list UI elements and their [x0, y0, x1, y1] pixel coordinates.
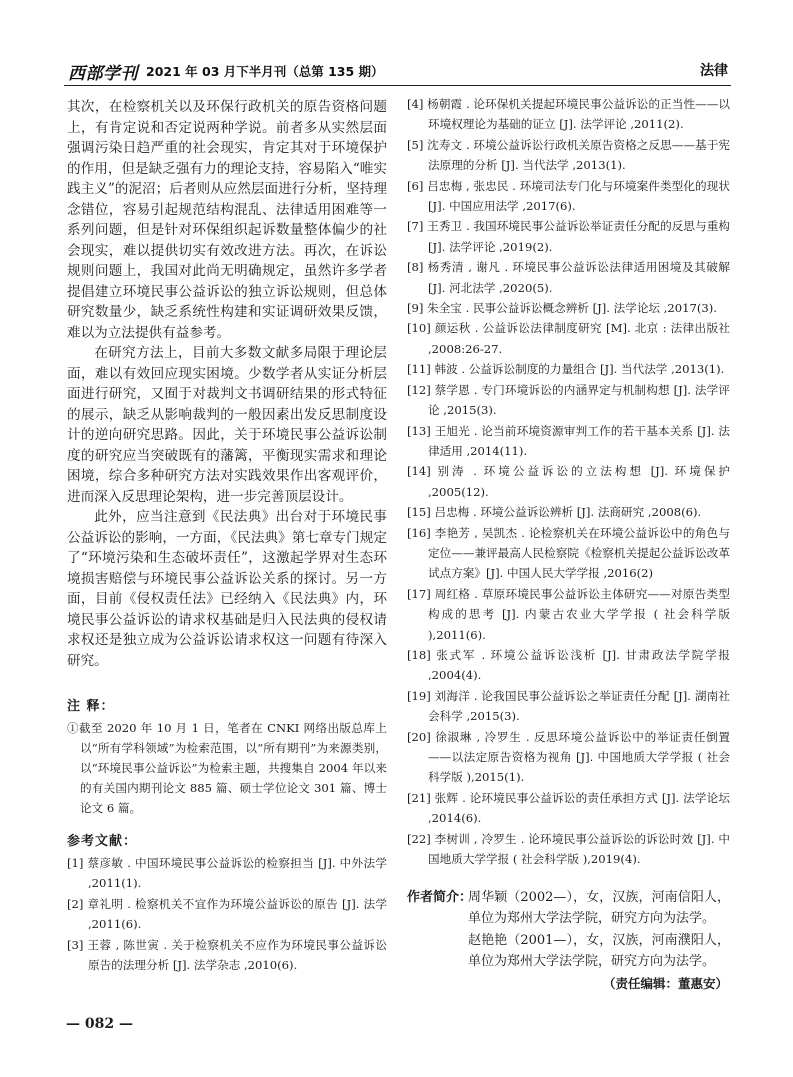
reference-item: [5] 沈寿文 . 环境公益诉讼行政机关原告资格之反思——基于宪法原理的分析 [J]. 当代法学 ,2013(1). — [407, 137, 730, 173]
reference-item: [18] 张式军 . 环境公益诉讼浅析 [J]. 甘肃政法学院学报 ,2004(4). — [407, 647, 730, 683]
section-label: 法律 — [700, 63, 728, 79]
right-column — [407, 94, 730, 992]
author-entry — [407, 887, 730, 929]
running-header — [66, 59, 730, 83]
reference-item: [16] 李艳芳 , 吴凯杰 . 论检察机关在环境公益诉讼中的角色与定位——兼评最高人民检察院《检察机关提起公益诉讼改革试点方案》[J]. 中国人民大学学报 ,2016(2) — [407, 525, 730, 581]
reference-item: [14] 别涛 . 环境公益诉讼的立法构想 [J]. 环境保护 ,2005(12). — [407, 464, 730, 499]
reference-item: [2] 章礼明 . 检察机关不宜作为环境公益诉讼的原告 [J]. 法学 ,2011(6). — [67, 896, 387, 932]
reference-item: [8] 杨秀清 , 谢凡 . 环境民事公益诉讼法律适用困境及其破解 [J]. 河北法学 ,2020(5). — [407, 260, 730, 295]
reference-item: [19] 刘海洋 . 论我国民事公益诉讼之举证责任分配 [J]. 湖南社会科学 ,2015(3). — [407, 688, 730, 724]
journal-logo: 西部学刊 — [68, 64, 138, 84]
left-column — [67, 97, 387, 975]
responsible-editor: （责任编辑：董惠安） — [602, 976, 728, 992]
author-entry-text: 赵艳艳（2001—），女，汉族，河南濮阳人，单位为郑州大学法学院，研究方向为法学。 — [468, 933, 730, 970]
body-paragraph: 在研究方法上，目前大多数文献多局限于理论层面，难以有效回应现实困境。少数学者从实证分析层面进行研究，又囿于对裁判文书调研结果的形式特征的展示，缺乏从影响裁判的一般因素出发反思制度设计的逆向研究思路。因此，关于环境民事公益诉讼制度的研究应当突破既有的藩篱，平衡现实需求和理论困境，综合多种研究方法对实践效果作出客观评价，进而深入反思理论架构，进一步完善顶层设计。 — [67, 345, 387, 505]
reference-item: [12] 蔡学恩 . 专门环境诉讼的内涵界定与机制构想 [J]. 法学评论 ,2015(3). — [407, 382, 730, 418]
reference-item: [13] 王旭光 . 论当前环境资源审判工作的若干基本关系 [J]. 法律适用 ,2014(11). — [407, 423, 730, 458]
issue-info: 2021 年 03 月下半月刊（总第 135 期） — [146, 64, 384, 79]
reference-item: [17] 周红格 . 草原环境民事公益诉讼主体研究——对原告类型构成的思考 [J]. 内蒙古农业大学学报 ( 社会科学版 ),2011(6). — [407, 586, 730, 642]
reference-item: [6] 吕忠梅 , 张忠民 . 环境司法专门化与环境案件类型化的现状 [J]. 中国应用法学 ,2017(6). — [407, 178, 730, 214]
reference-item: [20] 徐淑琳 , 冷罗生 . 反思环境公益诉讼中的举证责任倒置——以法定原告资格为视角 [J]. 中国地质大学学报 ( 社会科学版 ),2015(1). — [407, 729, 730, 785]
reference-item: [22] 李树训 , 冷罗生 . 论环境民事公益诉讼的诉讼时效 [J]. 中国地质大学学报 ( 社会科学版 ),2019(4). — [407, 831, 730, 867]
reference-item: [15] 吕忠梅 . 环境公益诉讼辨析 [J]. 法商研究 ,2008(6). — [407, 505, 702, 520]
author-bio — [407, 887, 730, 972]
page-number: — 082 — — [66, 1016, 133, 1032]
body-paragraph: 此外，应当注意到《民法典》出台对于环境民事公益诉讼的影响，一方面，《民法典》第七章专门规定了“环境污染和生态破坏责任”，这激起学界对生态环境损害赔偿与环境民事公益诉讼关系的探讨。另一方面，目前《侵权责任法》已经纳入《民法典》内，环境民事公益诉讼的请求权基础是归入民法典的侵权请求权还是独立成为公益诉讼请求权这一问题有待深入研究。 — [67, 509, 387, 669]
author-entry — [407, 930, 730, 972]
reference-item: [4] 杨朝霞 . 论环保机关提起环境民事公益诉讼的正当性——以环境权理论为基础的证立 [J]. 法学评论 ,2011(2). — [407, 97, 730, 132]
author-entry-text: 周华颖（2002—），女，汉族，河南信阳人，单位为郑州大学法学院，研究方向为法学。 — [468, 890, 730, 927]
notes-heading: 注 释： — [67, 699, 115, 714]
reference-item: [9] 朱全宝 . 民事公益诉讼概念辨析 [J]. 法学论坛 ,2017(3). — [407, 301, 717, 316]
references-heading: 参考文献： — [67, 834, 138, 849]
reference-item: [1] 蔡彦敏 . 中国环境民事公益诉讼的检察担当 [J]. 中外法学 ,2011(1). — [67, 856, 387, 891]
body-paragraph: 其次，在检察机关以及环保行政机关的原告资格问题上，有肯定说和否定说两种学说。前者多从实然层面强调污染日趋严重的社会现实，肯定其对于环境保护的作用，但是缺乏强有力的理论支持，容易陷入“唯实践主义”的泥沼；后者则从应然层面进行分析，坚持理念错位，容易引起规范结构混乱、法律适用困难等一系列问题，但是针对环保组织起诉数量整体偏少的社会现实，难以提供切实有效改进方法。再次，在诉讼规则问题上，我国对此尚无明确规定，虽然许多学者提倡建立环境民事公益诉讼的独立诉讼规则，但总体研究数量少，缺乏系统性构建和实证调研效果反馈，难以为立法提供有益参考。 — [67, 99, 387, 341]
reference-item: [7] 王秀卫 . 我国环境民事公益诉讼举证责任分配的反思与重构 [J]. 法学评论 ,2019(2). — [407, 219, 730, 254]
reference-item: [10] 颜运秋 . 公益诉讼法律制度研究 [M]. 北京 : 法律出版社 ,2008:26-27. — [407, 321, 730, 356]
reference-item: [11] 韩波 . 公益诉讼制度的力量组合 [J]. 当代法学 ,2013(1). — [407, 362, 725, 377]
reference-item: [21] 张辉 . 论环境民事公益诉讼的责任承担方式 [J]. 法学论坛 ,2014(6). — [407, 790, 730, 826]
header-rule — [64, 85, 731, 86]
note-item: ①截至 2020 年 10 月 1 日，笔者在 CNKI 网络出版总库上以“所有学科领域”为检索范围，以“所有期刊”为来源类别，以“环境民事公益诉讼”为检索主题，共搜集自 2004 年以来的有关国内期刊论文 885 篇、硕士学位论文 301 篇、博士论文 6 篇。 — [67, 721, 387, 815]
reference-item: [3] 王蓉 , 陈世寅 . 关于检察机关不应作为环境民事公益诉讼原告的法理分析 [J]. 法学杂志 ,2010(6). — [67, 937, 387, 973]
author-bio-label: 作者简介： — [407, 890, 473, 906]
